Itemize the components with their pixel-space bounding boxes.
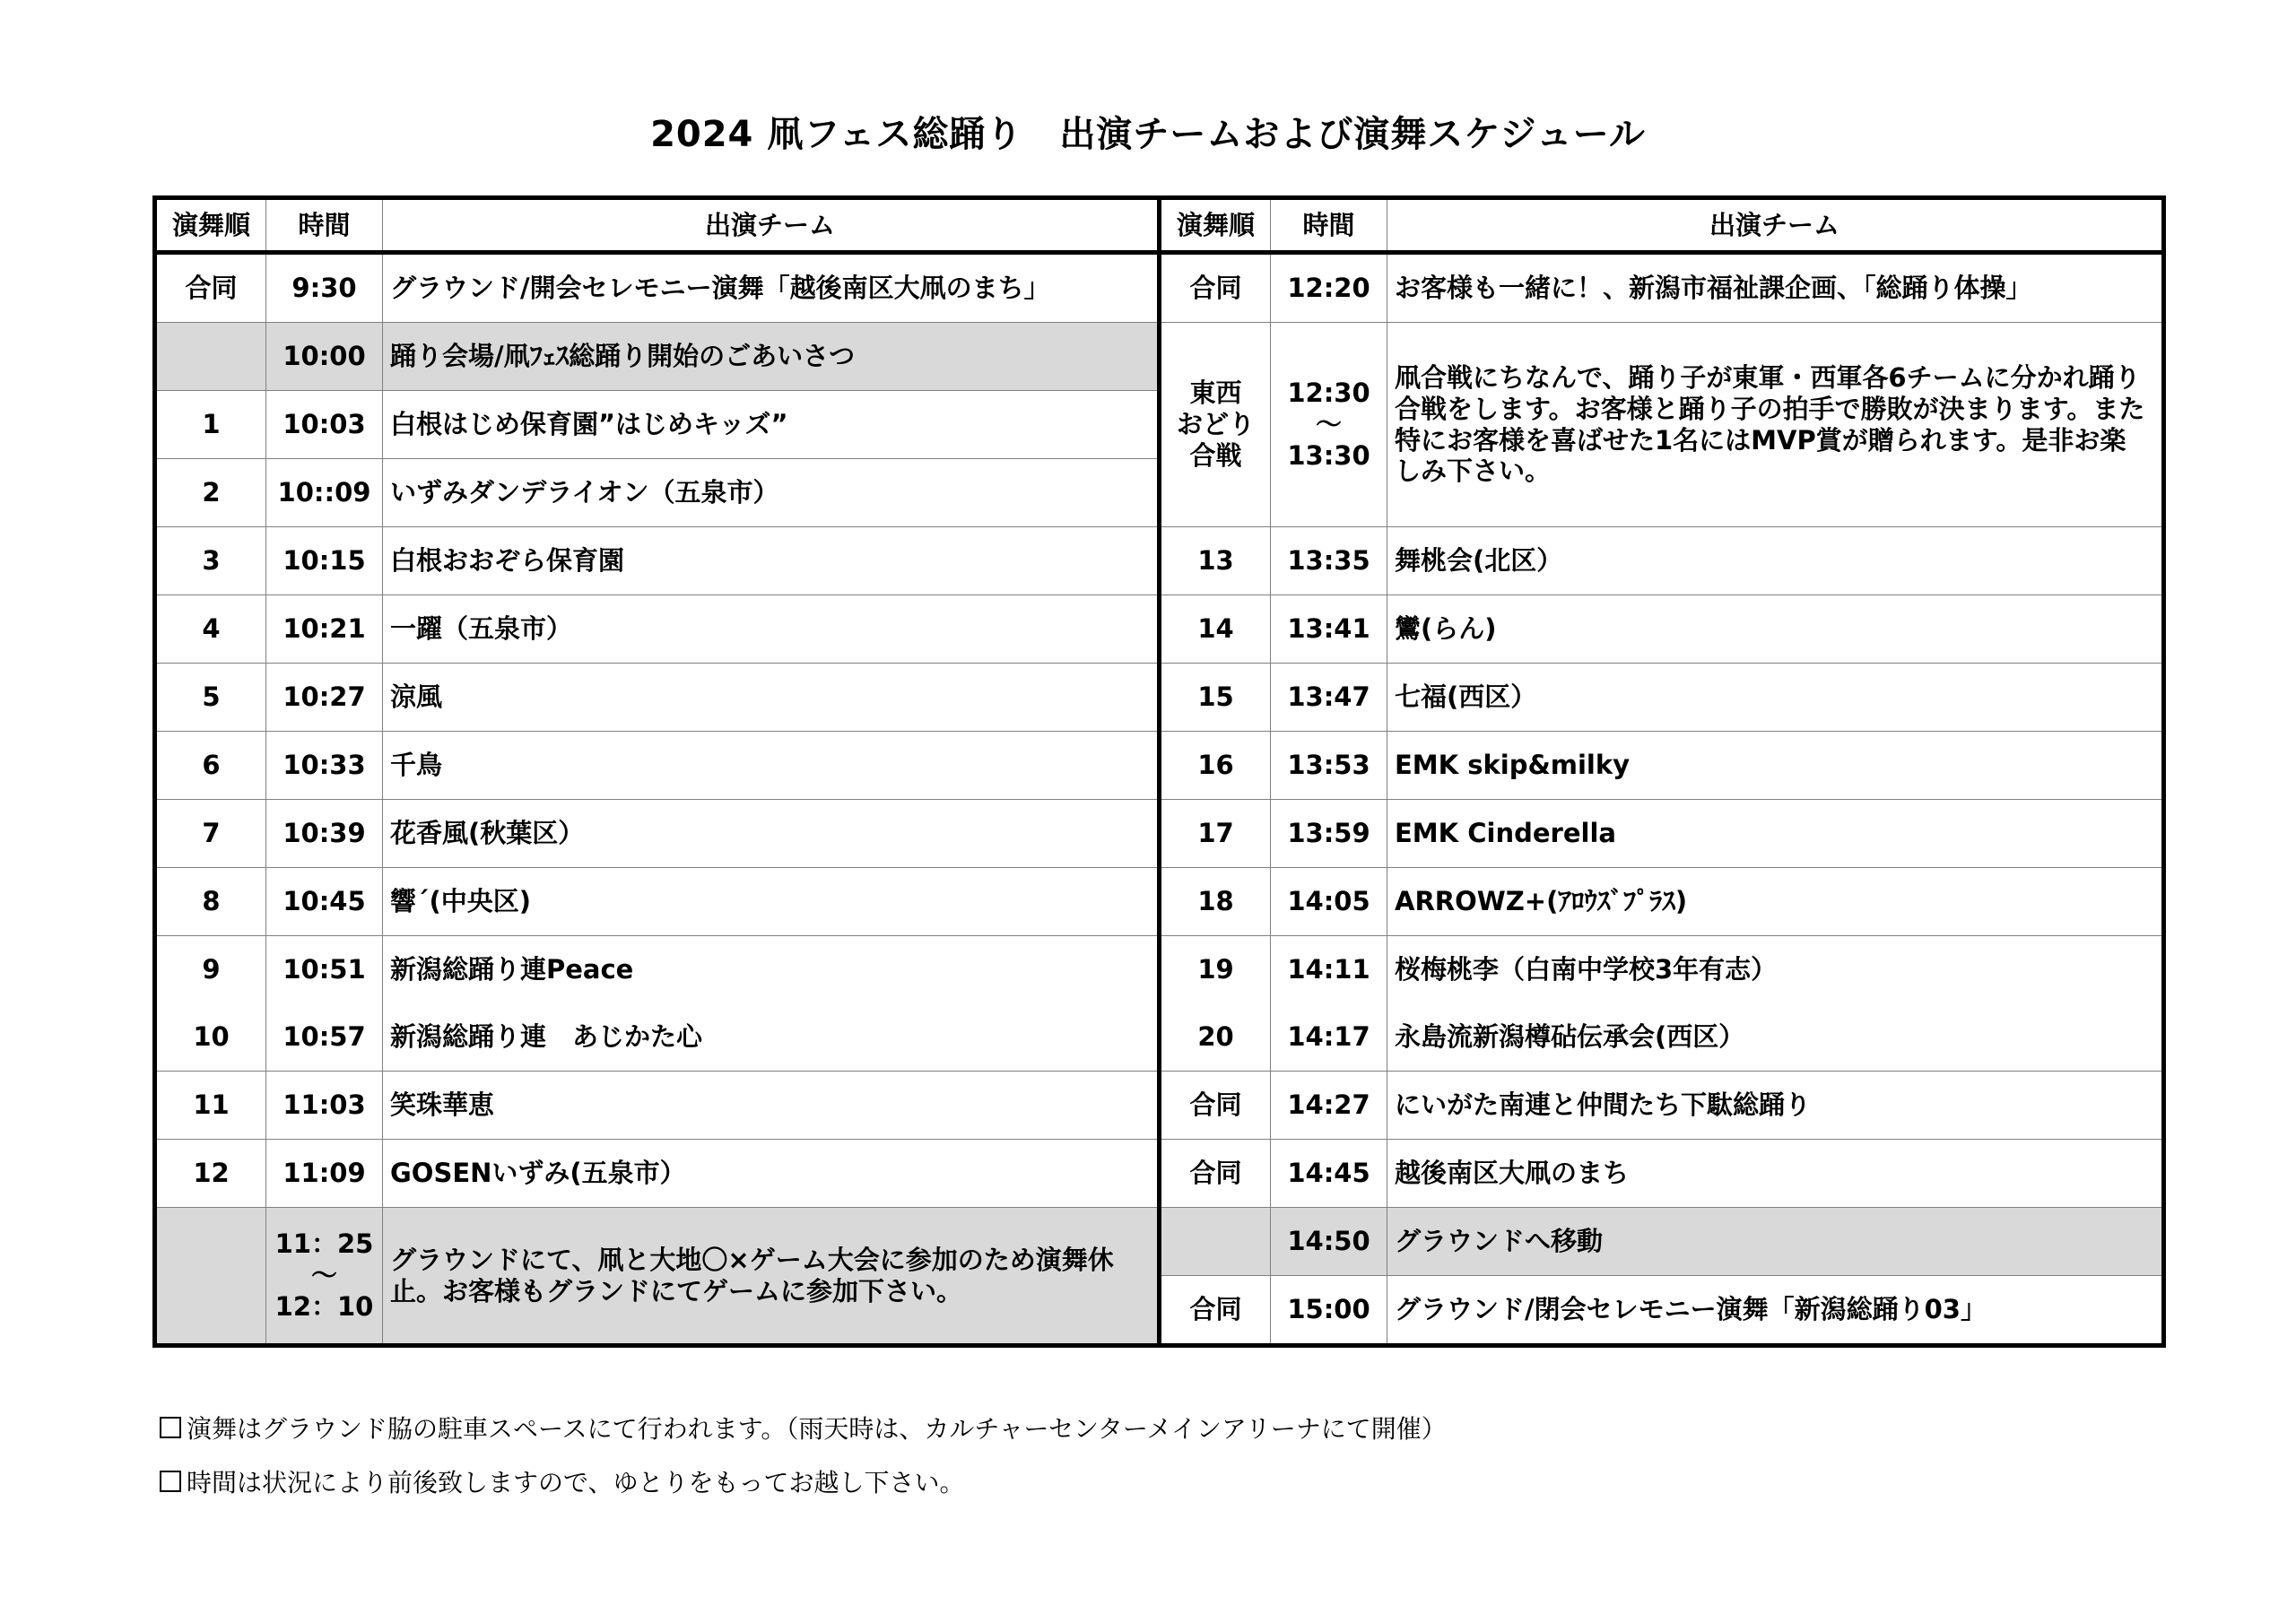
- order-cell: 1: [155, 391, 266, 459]
- order-cell: 16: [1160, 732, 1271, 800]
- header-team: 出演チーム: [383, 198, 1160, 253]
- header-order: 演舞順: [1160, 198, 1271, 253]
- team-cell: 新潟総踊り連Peace: [383, 936, 1160, 1004]
- order-cell: 18: [1160, 868, 1271, 936]
- order-cell: 3: [155, 527, 266, 595]
- time-end: 12：10: [274, 1290, 374, 1322]
- order-cell: 合同: [155, 253, 266, 323]
- team-cell: 一躍（五泉市）: [383, 595, 1160, 664]
- time-cell: 10:33: [266, 732, 383, 800]
- time-cell: 13:59: [1271, 800, 1387, 868]
- team-cell: 越後南区大凧のまち: [1387, 1140, 2164, 1208]
- order-cell: 合同: [1160, 253, 1271, 323]
- note-text: 時間は状況により前後致しますので、ゆとりをもってお越し下さい。: [187, 1468, 965, 1497]
- time-tilde: ～: [310, 1260, 337, 1291]
- schedule-table: [152, 195, 2166, 1348]
- team-cell: 涼風: [383, 664, 1160, 732]
- time-cell: 14:11: [1271, 936, 1387, 1004]
- time-end: 13:30: [1287, 439, 1370, 471]
- note-text: 演舞はグラウンド脇の駐車スペースにて行われます。（雨天時は、カルチャーセンターメインアリーナにて開催）: [187, 1414, 1447, 1444]
- table-row: [155, 595, 2164, 664]
- team-cell: グラウンドへ移動: [1387, 1208, 2164, 1276]
- order-cell: 7: [155, 800, 266, 868]
- time-cell: 10:27: [266, 664, 383, 732]
- table-row: [155, 323, 2164, 391]
- team-cell: グラウンド/開会セレモニー演舞「越後南区大凧のまち」: [383, 253, 1160, 323]
- table-row: [155, 800, 2164, 868]
- table-row: [155, 1208, 2164, 1276]
- time-cell: 11:03: [266, 1072, 383, 1140]
- order-cell: [1160, 1208, 1271, 1276]
- table-row: [155, 1072, 2164, 1140]
- team-cell: 永島流新潟樽砧伝承会(西区）: [1387, 1003, 2164, 1072]
- header-time: 時間: [1271, 198, 1387, 253]
- time-cell: 10:03: [266, 391, 383, 459]
- order-cell: 4: [155, 595, 266, 664]
- team-cell: GOSENいずみ(五泉市）: [383, 1140, 1160, 1208]
- battle-order-cell: [1160, 323, 1271, 527]
- order-cell: 11: [155, 1072, 266, 1140]
- order-cell: 5: [155, 664, 266, 732]
- order-cell: 15: [1160, 664, 1271, 732]
- order-cell: 19: [1160, 936, 1271, 1004]
- team-cell: EMK skip&milky: [1387, 732, 2164, 800]
- team-cell: 新潟総踊り連 あじかた心: [383, 1003, 1160, 1072]
- table-row: [155, 527, 2164, 595]
- team-cell: 笑珠華恵: [383, 1072, 1160, 1140]
- time-cell: 14:50: [1271, 1208, 1387, 1276]
- time-cell: 10:51: [266, 936, 383, 1004]
- order-cell: [155, 323, 266, 391]
- break-team-cell: グラウンドにて、凧と大地〇×ゲーム大会に参加のため演舞休止。お客様もグランドにてゲームに参加下さい。: [383, 1208, 1160, 1346]
- time-cell: 14:45: [1271, 1140, 1387, 1208]
- time-cell: 10::09: [266, 459, 383, 527]
- time-cell: 14:17: [1271, 1003, 1387, 1072]
- order-cell: 12: [155, 1140, 266, 1208]
- table-row: [155, 664, 2164, 732]
- time-cell: 14:27: [1271, 1072, 1387, 1140]
- order-cell: 13: [1160, 527, 1271, 595]
- battle-order-line: 合戦: [1189, 439, 1242, 471]
- page-title: 2024 凧フェス総踊り 出演チームおよび演舞スケジュール: [650, 114, 1646, 155]
- time-cell: 13:41: [1271, 595, 1387, 664]
- order-cell: 合同: [1160, 1072, 1271, 1140]
- order-cell: 14: [1160, 595, 1271, 664]
- note-item: [160, 1414, 1447, 1444]
- header-time: 時間: [266, 198, 383, 253]
- table-header-row: [155, 198, 2164, 253]
- table-row: [155, 1003, 2164, 1072]
- note-item: [160, 1468, 1447, 1497]
- checkbox-icon: [160, 1471, 181, 1492]
- order-cell: 6: [155, 732, 266, 800]
- team-cell: 白根はじめ保育園”はじめキッズ”: [383, 391, 1160, 459]
- team-cell: グラウンド/閉会セレモニー演舞「新潟総踊り03」: [1387, 1276, 2164, 1346]
- team-cell: EMK Cinderella: [1387, 800, 2164, 868]
- order-cell: 2: [155, 459, 266, 527]
- time-cell: 13:35: [1271, 527, 1387, 595]
- time-cell: 13:53: [1271, 732, 1387, 800]
- team-cell: 花香風(秋葉区）: [383, 800, 1160, 868]
- header-team: 出演チーム: [1387, 198, 2164, 253]
- break-time-cell: [266, 1208, 383, 1346]
- time-cell: 10:00: [266, 323, 383, 391]
- order-cell: 10: [155, 1003, 266, 1072]
- time-cell: 10:57: [266, 1003, 383, 1072]
- battle-order-line: 東西: [1189, 378, 1242, 409]
- team-cell: 踊り会場/凧ﾌｪｽ総踊り開始のごあいさつ: [383, 323, 1160, 391]
- team-cell: 鸞(らん): [1387, 595, 2164, 664]
- time-cell: 10:45: [266, 868, 383, 936]
- order-cell: 17: [1160, 800, 1271, 868]
- order-cell: 合同: [1160, 1276, 1271, 1346]
- time-cell: 9:30: [266, 253, 383, 323]
- table-row: [155, 732, 2164, 800]
- team-cell: いずみダンデライオン（五泉市）: [383, 459, 1160, 527]
- time-start: 11：25: [274, 1228, 374, 1260]
- battle-order-line: おどり: [1176, 409, 1255, 440]
- team-cell: 舞桃会(北区）: [1387, 527, 2164, 595]
- header-order: 演舞順: [155, 198, 266, 253]
- table-row: [155, 868, 2164, 936]
- team-cell: 白根おおぞら保育園: [383, 527, 1160, 595]
- time-tilde: ～: [1315, 409, 1342, 440]
- order-cell: 8: [155, 868, 266, 936]
- team-cell: 桜梅桃李（白南中学校3年有志）: [1387, 936, 2164, 1004]
- team-cell: お客様も一緒に！、新潟市福祉課企画、「総踊り体操」: [1387, 253, 2164, 323]
- time-cell: 10:39: [266, 800, 383, 868]
- table-row: [155, 253, 2164, 323]
- team-cell: 響´(中央区): [383, 868, 1160, 936]
- order-cell: 合同: [1160, 1140, 1271, 1208]
- table-row: [155, 1140, 2164, 1208]
- battle-time-cell: [1271, 323, 1387, 527]
- time-cell: 12:20: [1271, 253, 1387, 323]
- team-cell: 千鳥: [383, 732, 1160, 800]
- team-cell: にいがた南連と仲間たち下駄総踊り: [1387, 1072, 2164, 1140]
- notes: [160, 1414, 1447, 1524]
- time-cell: 15:00: [1271, 1276, 1387, 1346]
- time-cell: 11:09: [266, 1140, 383, 1208]
- time-cell: 10:21: [266, 595, 383, 664]
- order-cell: 20: [1160, 1003, 1271, 1072]
- checkbox-icon: [160, 1417, 181, 1438]
- order-cell: [155, 1208, 266, 1346]
- team-cell: 七福(西区）: [1387, 664, 2164, 732]
- team-cell: ARROWZ+(ｱﾛｳｽﾞﾌﾟﾗｽ): [1387, 868, 2164, 936]
- time-cell: 10:15: [266, 527, 383, 595]
- time-cell: 13:47: [1271, 664, 1387, 732]
- time-cell: 14:05: [1271, 868, 1387, 936]
- time-start: 12:30: [1287, 378, 1370, 409]
- battle-team-cell: 凧合戦にちなんで、踊り子が東軍・西軍各6チームに分かれ踊り合戦をします。お客様と踊り子の拍手で勝敗が決まります。また特にお客様を喜ばせた1名にはMVP賞が贈られます。是非お楽しみ下さい。: [1387, 323, 2164, 527]
- order-cell: 9: [155, 936, 266, 1004]
- table-row: [155, 936, 2164, 1004]
